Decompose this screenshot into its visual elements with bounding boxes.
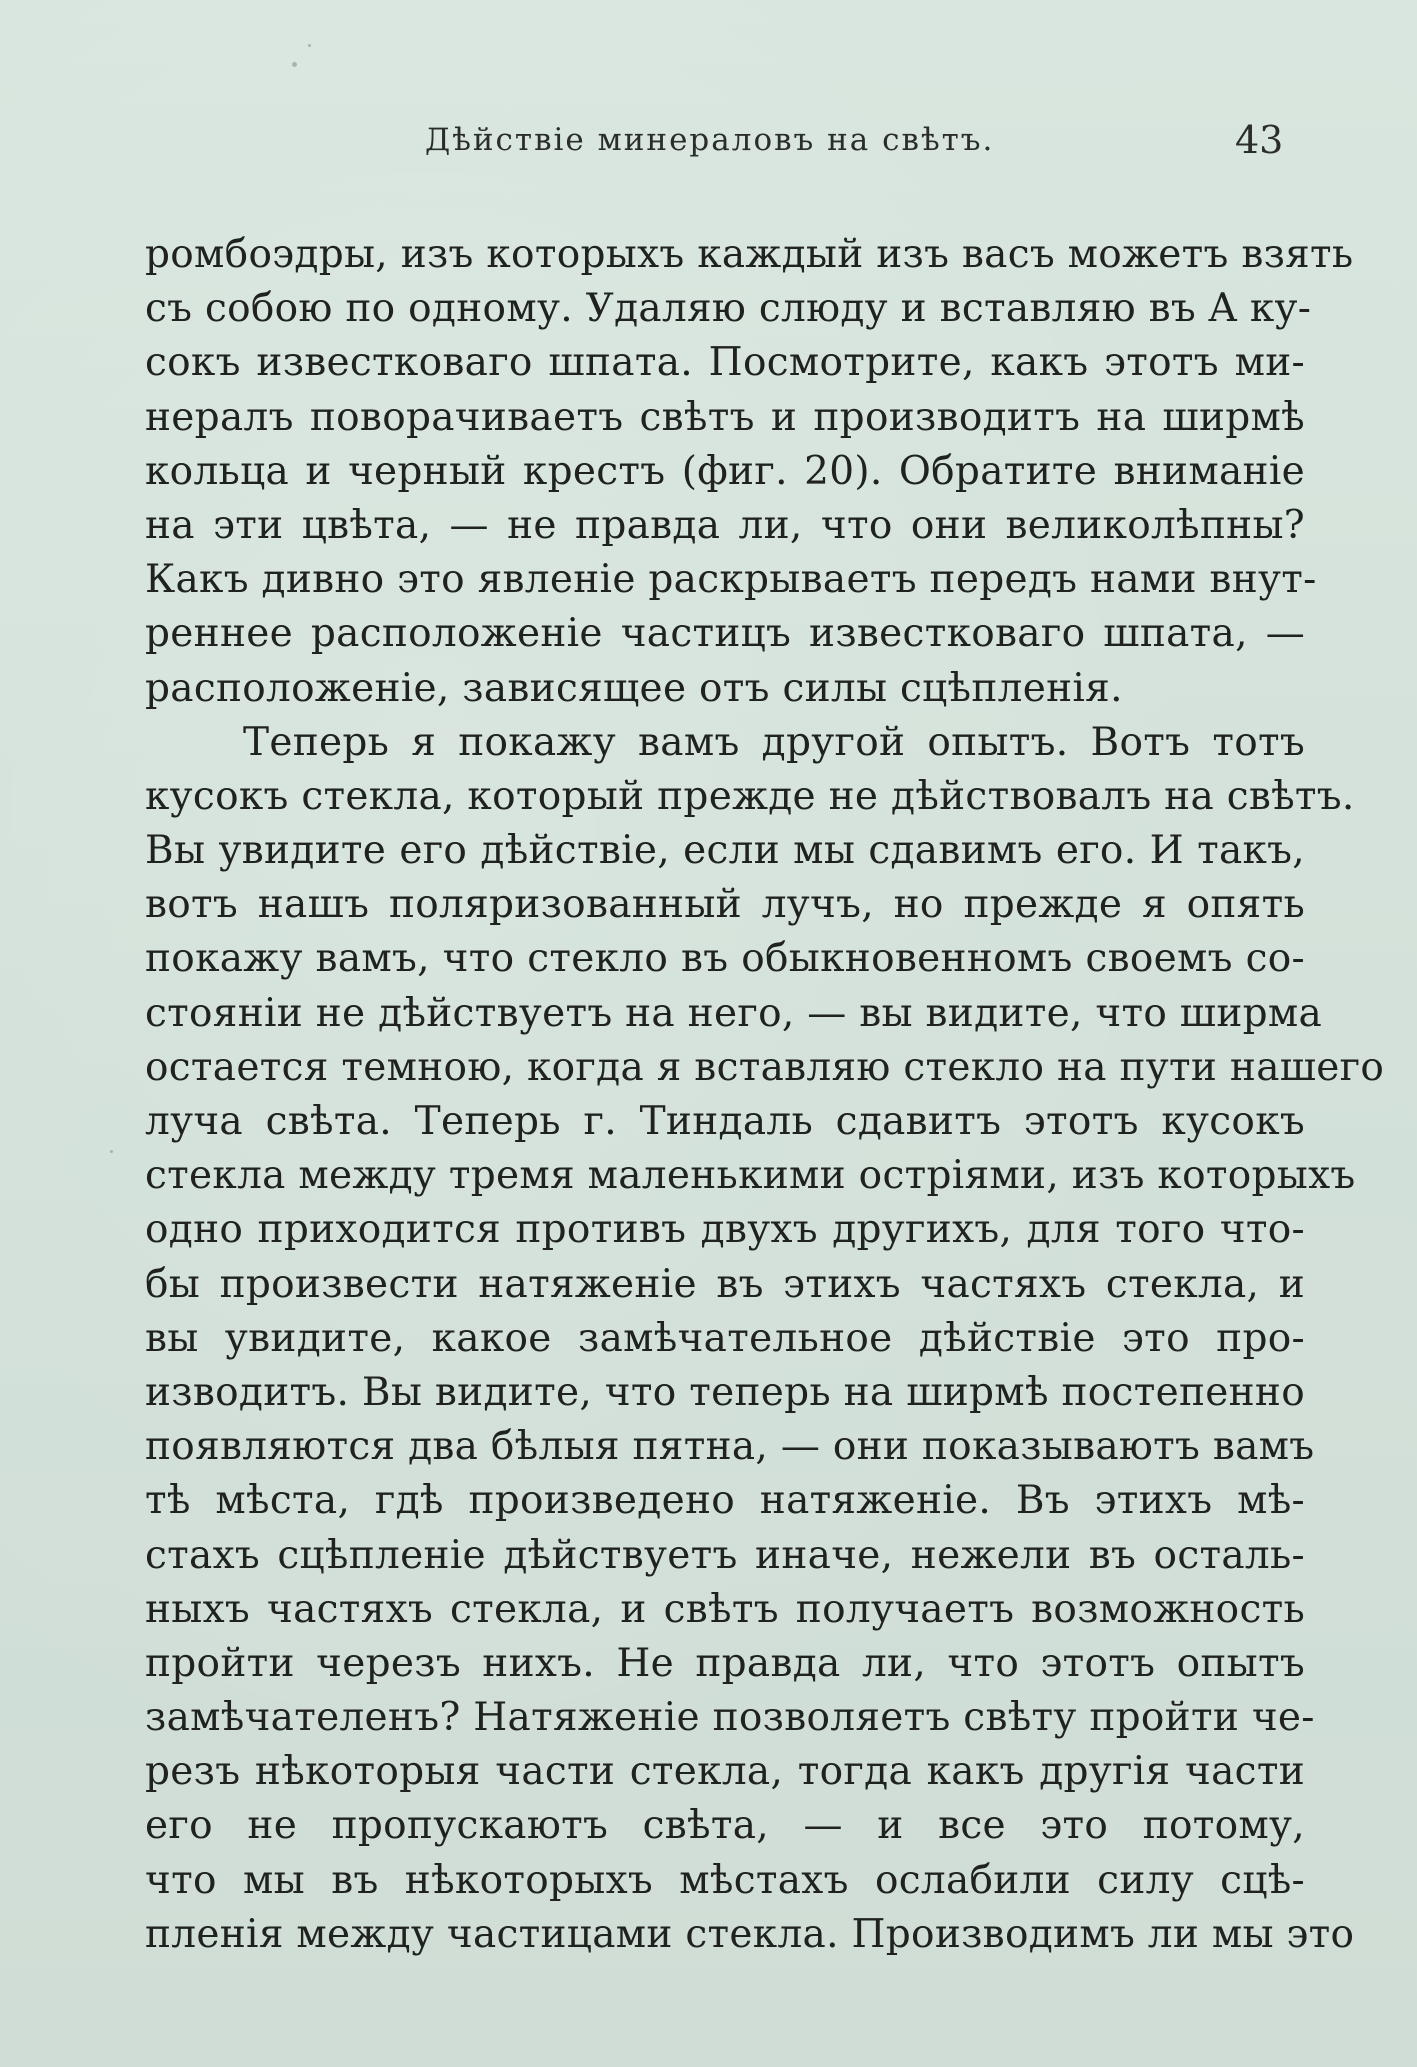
text-line: Какъ дивно это явленіе раскрываетъ передъ нами внут- xyxy=(145,557,1317,603)
text-line: пройти черезъ нихъ. Не правда ли, что этотъ опытъ xyxy=(145,1640,1305,1686)
paper-speck xyxy=(308,44,311,47)
body-text xyxy=(145,228,1385,1962)
page-header xyxy=(420,118,1320,168)
text-line: кусокъ стекла, который прежде не дѣйствовалъ на свѣтъ. xyxy=(145,773,1355,819)
text-line: одно приходится противъ двухъ другихъ, для того что- xyxy=(145,1207,1305,1253)
text-line: сокъ известковаго шпата. Посмотрите, какъ этотъ ми- xyxy=(145,340,1305,386)
text-line-paragraph-end: расположеніе, зависящее отъ силы сцѣпленія. xyxy=(145,665,1123,711)
text-line: тѣ мѣста, гдѣ произведено натяженіе. Въ этихъ мѣ- xyxy=(145,1478,1305,1524)
text-line: что мы въ нѣкоторыхъ мѣстахъ ослабили силу сцѣ- xyxy=(145,1857,1305,1903)
text-line: ныхъ частяхъ стекла, и свѣтъ получаетъ возможность xyxy=(145,1586,1305,1632)
text-line: ромбоэдры, изъ которыхъ каждый изъ васъ можетъ взять xyxy=(145,232,1354,277)
text-line: изводитъ. Вы видите, что теперь на ширмѣ постепенно xyxy=(145,1369,1305,1415)
text-line: стекла между тремя маленькими остріями, изъ которыхъ xyxy=(145,1153,1356,1199)
page-number: 43 xyxy=(1235,118,1284,162)
paper-speck xyxy=(110,1150,113,1153)
text-line-paragraph-start: Теперь я покажу вамъ другой опытъ. Вотъ тотъ xyxy=(243,719,1305,765)
text-line: нералъ поворачиваетъ свѣтъ и производитъ на ширмѣ xyxy=(145,394,1305,440)
text-line: стояніи не дѣйствуетъ на него, — вы видите, что ширма xyxy=(145,990,1323,1036)
running-title: Дѣйствіе минераловъ на свѣтъ. xyxy=(425,122,995,158)
text-line: бы произвести натяженіе въ этихъ частяхъ стекла, и xyxy=(145,1261,1305,1307)
text-line: съ собою по одному. Удаляю слюду и вставляю въ A ку- xyxy=(145,286,1312,332)
text-line: его не пропускаютъ свѣта, — и все это потому, xyxy=(145,1803,1305,1849)
text-line: пленія между частицами стекла. Производимъ ли мы это xyxy=(145,1911,1355,1957)
text-line: замѣчателенъ? Натяженіе позволяетъ свѣту пройти че- xyxy=(145,1695,1315,1741)
text-line: вотъ нашъ поляризованный лучъ, но прежде я опять xyxy=(145,882,1305,928)
text-line: на эти цвѣта, — не правда ли, что они великолѣпны? xyxy=(145,502,1305,548)
text-line: Вы увидите его дѣйствіе, если мы сдавимъ его. И такъ, xyxy=(145,828,1305,874)
paper-speck xyxy=(292,62,297,67)
text-line: появляются два бѣлыя пятна, — они показываютъ вамъ xyxy=(145,1424,1315,1470)
text-line: луча свѣта. Теперь г. Тиндаль сдавитъ этотъ кусокъ xyxy=(145,1099,1305,1144)
text-line: вы увидите, какое замѣчательное дѣйствіе это про- xyxy=(145,1315,1305,1361)
text-line: покажу вамъ, что стекло въ обыкновенномъ своемъ со- xyxy=(145,936,1305,982)
text-line: остается темною, когда я вставляю стекло на пути нашего xyxy=(145,1044,1385,1090)
text-line: стахъ сцѣпленіе дѣйствуетъ иначе, нежели въ осталь- xyxy=(145,1532,1305,1578)
text-line: реннее расположеніе частицъ известковаго шпата, — xyxy=(145,611,1305,657)
text-line: кольца и черный крестъ (фиг. 20). Обратите вниманіе xyxy=(145,448,1305,494)
text-line: резъ нѣкоторыя части стекла, тогда какъ другія части xyxy=(145,1749,1305,1795)
